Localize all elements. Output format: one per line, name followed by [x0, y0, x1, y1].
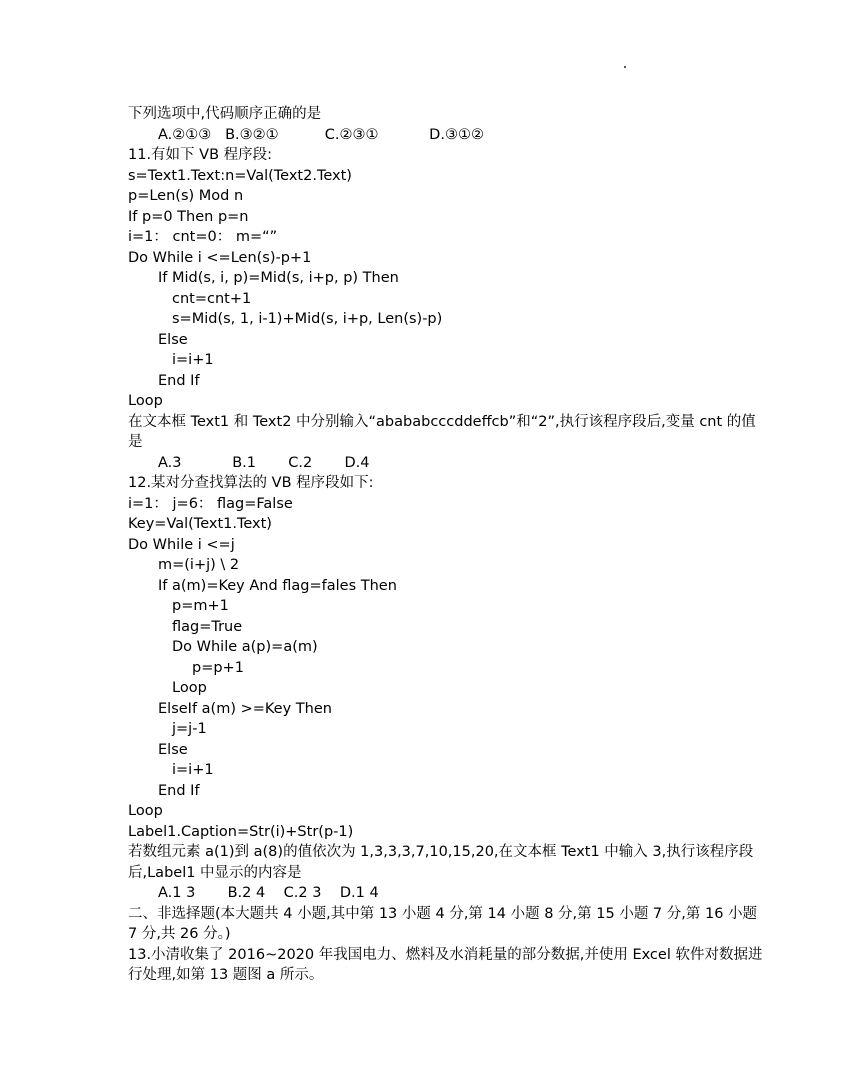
code-line: flag=True	[172, 618, 243, 635]
code-line: i=i+1	[172, 762, 214, 778]
code-line: End If	[158, 782, 200, 799]
code-line: s=Mid(s, 1, i-1)+Mid(s, i+p, Len(s)-p)	[172, 311, 443, 327]
question-12-title: 12.某对分查找算法的 VB 程序段如下:	[128, 475, 374, 491]
code-line: If p=0 Then p=n	[128, 208, 249, 225]
code-line: cnt=cnt+1	[172, 290, 252, 307]
code-line: Else	[158, 331, 188, 348]
code-line: s=Text1.Text:n=Val(Text2.Text)	[128, 167, 352, 184]
question-12-options: A.1 3 B.2 4 C.2 3 D.1 4	[158, 885, 379, 901]
code-line: i=1： j=6： flag=False	[128, 495, 293, 512]
code-line: If a(m)=Key And flag=fales Then	[158, 577, 397, 594]
code-line: ElseIf a(m) >=Key Then	[158, 700, 332, 717]
question-11-prompt: 在文本框 Text1 和 Text2 中分别输入“abababcccddeffcb”和“2”,执行该程序段后,变量 cnt 的值是	[128, 413, 756, 450]
question-12-prompt: 若数组元素 a(1)到 a(8)的值依次为 1,3,3,3,7,10,15,20,在文本框 Text1 中输入 3,执行该程序段后,Label1 中显示的内容是	[128, 844, 754, 881]
code-line: m=(i+j) \ 2	[158, 557, 240, 573]
code-line: p=Len(s) Mod n	[128, 188, 244, 204]
code-line: Do While i <=j	[128, 536, 235, 553]
code-line: Do While i <=Len(s)-p+1	[128, 249, 312, 266]
code-line: End If	[158, 372, 200, 389]
code-line: Loop	[128, 803, 163, 819]
code-line: p=p+1	[192, 659, 244, 676]
question-10-prompt-tail: 下列选项中,代码顺序正确的是	[128, 106, 322, 122]
code-line: Loop	[128, 393, 163, 409]
document-body	[128, 104, 768, 986]
code-line: Label1.Caption=Str(i)+Str(p-1)	[128, 823, 354, 840]
code-line: Loop	[172, 680, 207, 696]
code-line: i=1： cnt=0： m=“”	[128, 229, 278, 245]
code-line: j=j-1	[172, 721, 207, 737]
question-11-title: 11.有如下 VB 程序段:	[128, 147, 273, 163]
question-11-options: A.3 B.1 C.2 D.4	[158, 454, 370, 471]
question-13-prompt: 13.小清收集了 2016~2020 年我国电力、燃料及水消耗量的部分数据,并使用 Excel 软件对数据进行处理,如第 13 题图 a 所示。	[128, 946, 763, 983]
code-line: p=m+1	[172, 598, 229, 614]
section-2-heading: 二、非选择题(本大题共 4 小题,其中第 13 小题 4 分,第 14 小题 8 分,第 15 小题 7 分,第 16 小题 7 分,共 26 分。)	[128, 905, 758, 942]
stray-dot	[624, 66, 626, 68]
code-line: Do While a(p)=a(m)	[172, 639, 318, 655]
code-line: If Mid(s, i, p)=Mid(s, i+p, p) Then	[158, 270, 399, 286]
code-line: Key=Val(Text1.Text)	[128, 516, 272, 532]
code-line: i=i+1	[172, 352, 214, 368]
question-10-options: A.②①③ B.③②① C.②③① D.③①②	[158, 126, 484, 143]
code-line: Else	[158, 741, 188, 758]
